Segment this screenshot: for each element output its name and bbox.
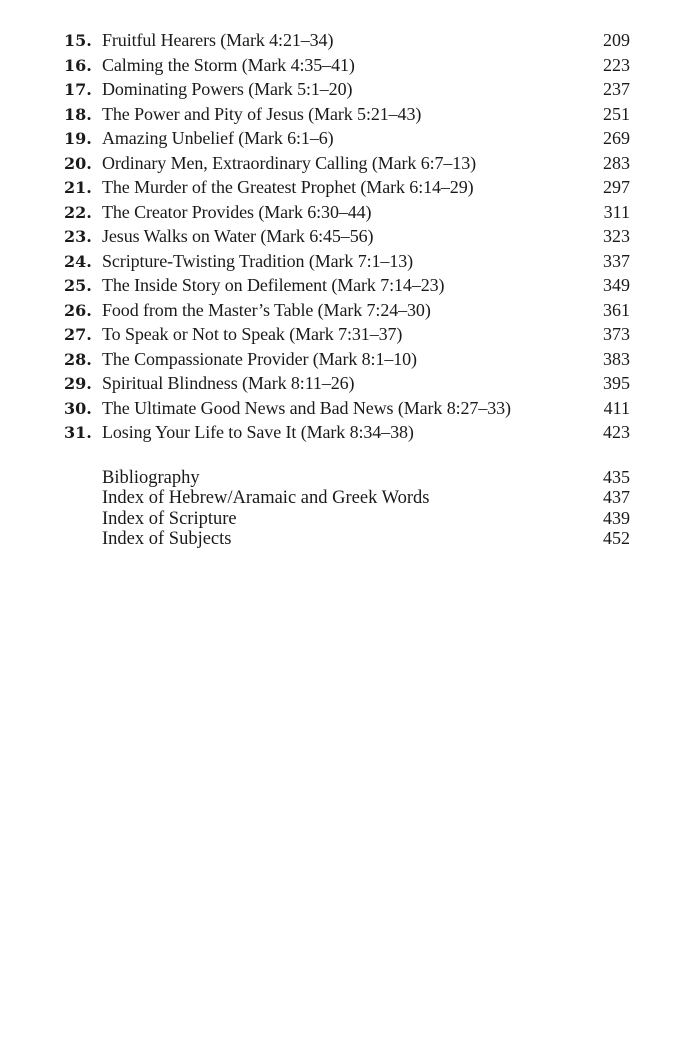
chapter-title: Jesus Walks on Water (Mark 6:45–56) [102,226,374,246]
backmatter-entry [64,528,630,549]
chapter-number: 20. [64,153,92,173]
toc-entry [64,420,630,445]
chapter-title: Losing Your Life to Save It (Mark 8:34–38) [102,422,414,442]
chapter-title: Scripture-Twisting Tradition (Mark 7:1–13) [102,250,414,271]
toc-entry [64,53,630,78]
page-number: 437 [603,487,630,507]
toc-entry [64,200,630,225]
toc-entry [64,102,630,127]
chapter-number: 28. [64,349,92,369]
chapter-number: 24. [64,251,92,271]
chapter-number: 18. [64,104,92,124]
toc-entry [64,151,630,176]
page-number: 223 [603,54,630,75]
chapter-title: The Power and Pity of Jesus (Mark 5:21–43) [102,103,422,124]
chapter-title: The Ultimate Good News and Bad News (Mark 8:27–33) [102,397,511,418]
chapter-number: 15. [64,31,92,50]
page-number: 411 [603,397,630,418]
toc-entry [64,126,630,151]
chapter-number: 21. [64,178,92,197]
page-number: 349 [603,275,630,295]
page-number: 435 [603,466,630,487]
chapter-title: Spiritual Blindness (Mark 8:11–26) [102,373,355,393]
toc-entry [64,371,630,396]
toc-entry [64,298,630,323]
backmatter-title: Index of Subjects [102,529,232,549]
backmatter-entry [64,487,630,508]
chapter-title: The Creator Provides (Mark 6:30–44) [102,201,372,222]
toc-entry [64,347,630,372]
chapter-title: Dominating Powers (Mark 5:1–20) [102,79,353,99]
chapter-title: Food from the Master’s Table (Mark 7:24–30) [102,299,431,320]
chapter-title: To Speak or Not to Speak (Mark 7:31–37) [102,324,403,344]
chapter-number: 27. [64,325,92,344]
chapter-number: 17. [64,80,92,99]
page-number: 361 [603,299,630,320]
chapter-number: 29. [64,374,92,393]
chapter-number: 25. [64,276,92,295]
page-number: 269 [603,128,630,148]
page-number: 297 [603,177,630,197]
chapter-title: Ordinary Men, Extraordinary Calling (Mark 6:7–13) [102,152,477,173]
backmatter-title: Index of Hebrew/Aramaic and Greek Words [102,488,430,508]
page-number: 323 [603,226,630,246]
toc-entry [64,224,630,249]
backmatter-title: Bibliography [102,467,200,488]
chapter-title: Amazing Unbelief (Mark 6:1–6) [102,128,334,148]
backmatter-entry [64,467,630,488]
page-number: 237 [603,79,630,99]
chapter-title: Fruitful Hearers (Mark 4:21–34) [102,30,334,50]
page-number: 452 [603,528,630,548]
toc-entry [64,396,630,421]
page-number: 383 [603,348,630,369]
chapter-number: 31. [64,423,92,442]
backmatter-entry [64,508,630,529]
backmatter-list [64,467,630,549]
chapter-number: 23. [64,227,92,246]
table-of-contents [64,28,630,549]
chapter-number: 30. [64,398,92,418]
page-number: 209 [603,30,630,50]
page-number: 395 [603,373,630,393]
toc-entry [64,249,630,274]
page-number: 283 [603,152,630,173]
chapter-title: The Inside Story on Defilement (Mark 7:14–23) [102,275,445,295]
chapter-title: Calming the Storm (Mark 4:35–41) [102,54,355,75]
page-number: 423 [603,422,630,442]
chapter-number: 19. [64,129,92,148]
page-number: 373 [603,324,630,344]
chapter-title: The Compassionate Provider (Mark 8:1–10) [102,348,417,369]
chapter-list [64,28,630,445]
chapter-number: 26. [64,300,92,320]
backmatter-title: Index of Scripture [102,508,237,529]
chapter-number: 16. [64,55,92,75]
toc-entry [64,322,630,347]
toc-entry [64,273,630,298]
chapter-number: 22. [64,202,92,222]
toc-entry [64,175,630,200]
page-number: 311 [603,201,630,222]
page-number: 439 [603,507,630,528]
page-number: 251 [603,103,630,124]
toc-entry [64,28,630,53]
toc-entry [64,77,630,102]
chapter-title: The Murder of the Greatest Prophet (Mark 6:14–29) [102,177,474,197]
page-number: 337 [603,250,630,271]
